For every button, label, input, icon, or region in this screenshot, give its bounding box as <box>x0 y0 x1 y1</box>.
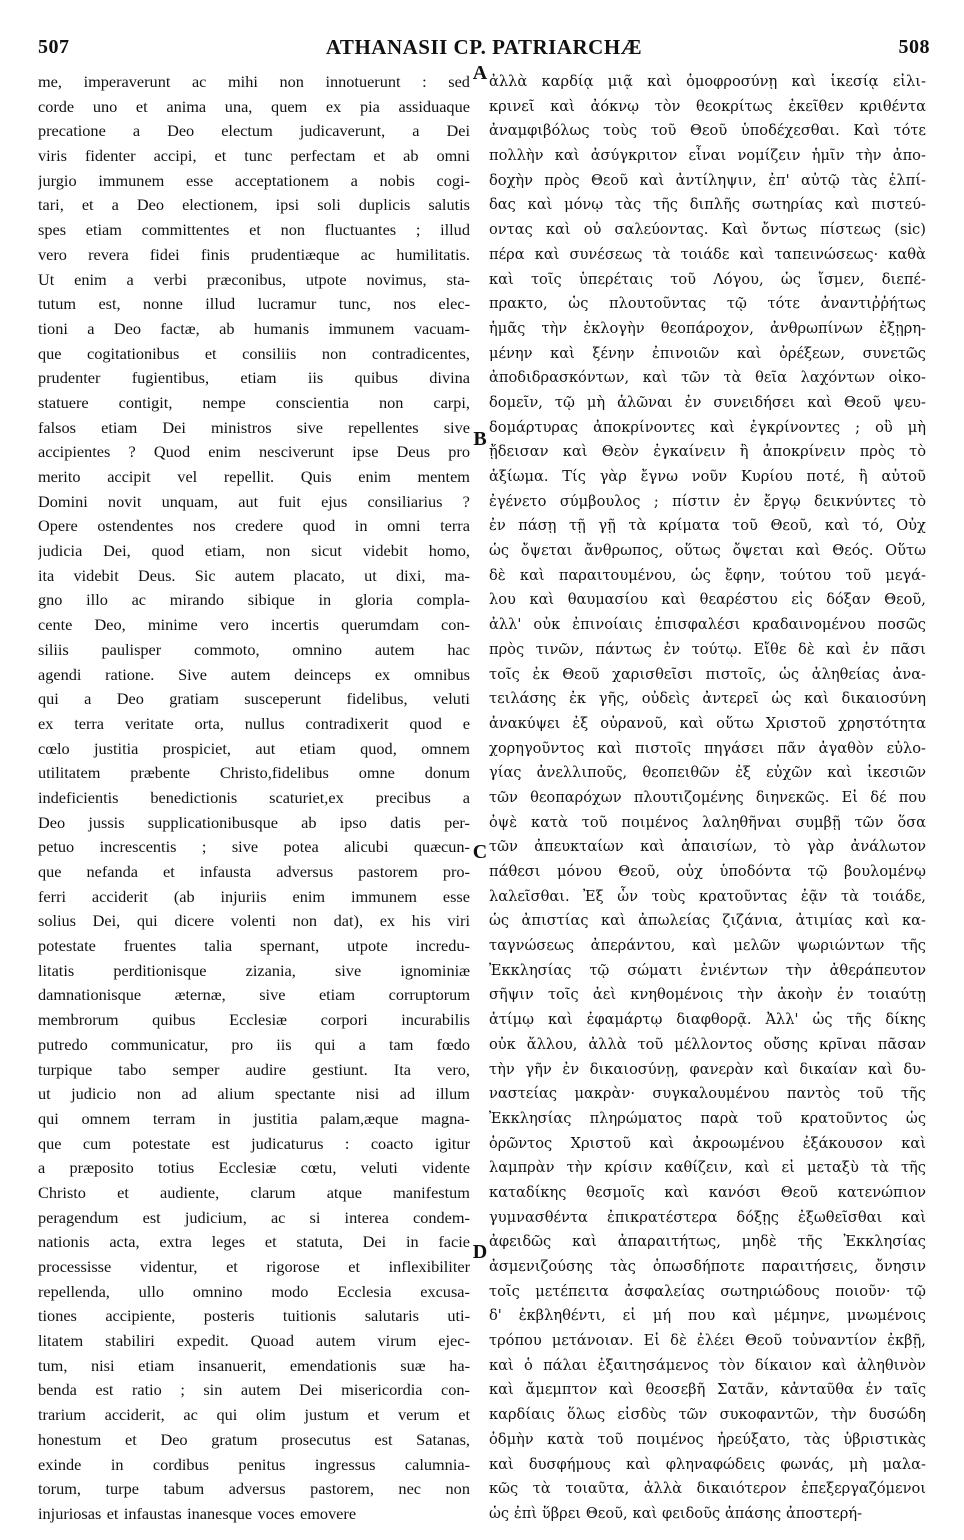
greek-text-line: ἀνακύψει ἐξ οὐρανοῦ, καὶ οὕτω Χριστοῦ χρηστότητα <box>489 714 926 732</box>
latin-text-line: spes etiam committentes et non fluctuantes ; illud <box>38 220 470 240</box>
latin-text-line: turpique tabo semper audire gestiunt. Ita vero, <box>38 1059 470 1079</box>
greek-text-line: πρακτο, ὡς πλουτοῦντας τῷ τότε ἀναντιῤῥήτως <box>489 295 926 313</box>
latin-text-line: judicia Dei, quod etiam, non sicut videbit homo, <box>38 541 470 561</box>
latin-text-line: que nefanda et infausta adversus pastorem pro- <box>38 862 470 881</box>
latin-text-line: tioni a Deo factæ, ab humanis immunem vacuam- <box>38 318 470 338</box>
greek-text-line: χορηγοῦντος καὶ πιστοῖς πηγάσει πᾶν ἀγαθὸν εὐλο- <box>489 739 926 757</box>
latin-text-line: peragendum est judicium, ac si interea condem- <box>38 1207 470 1227</box>
greek-text-line: ὡς ἀπιστίας καὶ ἀπωλείας ζιζάνια, ἀτιμίας καὶ κα- <box>489 912 926 930</box>
greek-text-line: ἡμᾶς τὴν ἐκλογὴν θεοπάροχον, ἀνθρωπίνων ἐξῃρη- <box>489 319 926 337</box>
running-header <box>38 34 930 60</box>
latin-text-line: putredo communicatur, pro iis qui a tam fœdo <box>38 1034 470 1054</box>
latin-text-line: benda est ratio ; sin autem Dei misericordia con- <box>38 1380 470 1400</box>
latin-text-line: siliis paulisper commoto, omnino autem hac <box>38 639 470 659</box>
greek-text-line: ἀλλ' οὐκ ἐπινοίαις ἐπισφαλέσι κραδαινομένου ποσῶς <box>489 616 926 634</box>
latin-text-line: utilitatem præbente Christo,fidelibus omne donum <box>38 763 470 783</box>
latin-text-line: me, imperaverunt ac mihi non innotuerunt : sed <box>38 72 470 91</box>
latin-text-line: ex terra veritate orta, nullus contradixerit quod e <box>38 713 470 733</box>
greek-text-line: ἀναμφιβόλως τοὺς τοῦ Θεοῦ ὑποδέχεσθαι. Καὶ τότε <box>489 122 926 140</box>
section-marker-c: C <box>472 841 488 863</box>
greek-text-line: καὶ ὁ πάλαι ἐξαιτησάμενος τὸν δίκαιον καὶ ἀληθινὸν <box>489 1356 926 1374</box>
latin-column <box>38 70 470 1527</box>
latin-text-line: petuo increscentis ; sive potea alicubi quæcun- <box>38 837 470 857</box>
latin-text-line: solius Dei, qui dicere volenti non dat), ex his viri <box>38 911 470 931</box>
latin-text-line: precatione a Deo electum judicaverunt, a Dei <box>38 121 470 141</box>
greek-text-line: οντας καὶ οὐ σαλεύοντας. Καὶ ὄντως πίστεως (sic) <box>489 221 926 239</box>
greek-text-line: ἀποδιδρασκόντων, καὶ τῶν τὰ θεῖα λαχόντων οἰκο- <box>489 369 926 387</box>
greek-text-line: δ' ἐκβληθέντι, εἰ μή που καὶ μέμηνε, μνωμένοις <box>489 1307 926 1325</box>
greek-text-line: γυμνασθέντα ἐπικρατέστερα δόξῃς ἐξωθεῖσθαι καὶ <box>489 1208 926 1226</box>
greek-text-line: τὴν γῆν ἐν δικαιοσύνῃ, φανερὰν καὶ δικαίαν καὶ δυ- <box>489 1060 926 1078</box>
latin-text-line: tari, et a Deo electionem, ipsi soli duplicis salutis <box>38 195 470 215</box>
latin-text-line: tiones accipiente, posteris tuitionis salutaris uti- <box>38 1306 470 1326</box>
latin-text-line: ita videbit Deus. Sic autem placato, ut dixi, ma- <box>38 565 470 585</box>
latin-text-line: cœlo justitia prospiciet, aut etiam quod, omnem <box>38 738 470 758</box>
latin-text-line: vero revera fidei finis prudentiæque ac humilitatis. <box>38 244 470 264</box>
greek-text-line: ταγνώσεως ἀπεράντου, καὶ μελῶν ψωριώντων τῆς <box>489 937 926 955</box>
greek-text-line: καὶ τοῖς ὑπερέταις τοῦ Λόγου, ὡς ἴσμεν, διεπέ- <box>489 270 926 288</box>
latin-text-line: Ut enim a verbi præconibus, utpote novimus, sta- <box>38 269 470 289</box>
greek-text-line: ἐγένετο σύμβουλος ; πίστιν ἐν ἔργῳ δεικνύντες τὸ <box>489 492 926 510</box>
greek-text-line: δομεῖν, τῷ μὴ ἁλῶναι ἐν συνειδήσει καὶ Θεοῦ ψευ- <box>489 393 926 411</box>
greek-text-line: ἀτίμῳ καὶ ἐφαμάρτῳ διαφθορᾷ. Ἀλλ' ὡς τῆς δίκης <box>489 1011 926 1029</box>
latin-text-line: agendi ratione. Sive autem deinceps ex omnibus <box>38 664 470 684</box>
greek-text-line: μένην καὶ ξένην ἐπινοιῶν καὶ ὀρέξεων, συνετῶς <box>489 344 926 362</box>
greek-text-line: δὲ καὶ παραιτουμένου, ὡς ἔφην, τούτου τοῦ μεγά- <box>489 566 926 584</box>
greek-text-line: καὶ δυσφήμους καὶ φληναφώδεις φωνάς, μὴ μαλα- <box>489 1455 926 1473</box>
latin-text-line: torum, turpe tabum adversus pastorem, nec non <box>38 1479 470 1499</box>
latin-text-line: honestum et Deo gratum prosecutus est Satanas, <box>38 1429 470 1449</box>
greek-text-line: καρδίαις ὅλως εἰσδὺς τῶν συκοφαντῶν, τὴν δυσώδη <box>489 1406 926 1424</box>
latin-text-line: viris fidenter accipi, et tunc perfectam et ab omni <box>38 146 470 166</box>
latin-text-line: litatis perditionisque zizania, sive ignominiæ <box>38 960 470 980</box>
greek-text-line: κρινεῖ καὶ ἀόκνῳ τὸν θεοκρίτως ἐκεῖθεν κριθέντα <box>489 97 926 115</box>
latin-text-line: Christo et audiente, clarum atque manifestum <box>38 1182 470 1202</box>
latin-text-line: que cum potestate est judicaturus : coacto igitur <box>38 1133 470 1153</box>
greek-text-line: λαμπρὰν τὴν κρίσιν καθίζειν, καὶ εἰ μεταξὺ τὰ τῆς <box>489 1159 926 1177</box>
latin-text-line: tum, nisi etiam insanuerit, emendationis suæ ha- <box>38 1355 470 1375</box>
greek-text-line: πάθεσι μόνου Θεοῦ, οὐχ ὑποδόντα τῷ βουλομένῳ <box>489 863 926 880</box>
greek-text-line: καὶ ἄμεμπτον καὶ θεοσεβῆ Σατᾶν, κἀνταῦθα ἐν ταῖς <box>489 1381 926 1399</box>
latin-text-line: falsos etiam Dei ministros sive repellentes sive <box>38 417 470 437</box>
running-title: ATHANASII CP. PATRIARCHÆ <box>325 34 643 59</box>
greek-text-line: καταδίκης θεσμοῖς καὶ κανόσι Θεοῦ κατενώπιον <box>489 1183 926 1201</box>
greek-text-line: ἐν πάσῃ τῇ γῇ τὰ κρίματα τοῦ Θεοῦ, καὶ τό, Οὐχ <box>489 517 926 535</box>
latin-text-line: tutum est, nonne illud lucramur tunc, nos elec- <box>38 294 470 314</box>
greek-text-line: πέρα καὶ συνέσεως τὰ τοιάδε καὶ ταπεινώσεως· καθὰ <box>489 245 926 263</box>
latin-text-line: prudenter fugientibus, etiam iis quibus divina <box>38 368 470 388</box>
section-marker-b: B <box>473 428 487 450</box>
latin-text-line: corde uno et anima una, quem ex pia assiduaque <box>38 96 470 116</box>
greek-text-line: σῆψιν τοῖς ἀεὶ κνηθομένοις τὴν ἀκοὴν ἐν τοιαύτῃ <box>489 986 926 1004</box>
greek-text-line: κῶς τὰ τοιαῦτα, ἀλλὰ δικαιότερον ἐπεξεργαζόμενοι <box>489 1480 926 1498</box>
section-marker-a: A <box>472 62 488 84</box>
latin-text-line: accipientes ? Quod enim nesciverunt ipse Deus pro <box>38 442 470 462</box>
greek-text-line: τοῖς μετέπειτα ἀσφαλείας σωτηριώδους ποιοῦν· τῷ <box>489 1282 926 1300</box>
greek-text-line: τῶν ἀπευκταίων καὶ ἀπαισίων, τὸ γὰρ ἀνάλωτον <box>489 838 926 856</box>
latin-text-line: repellenda, ullo omnino modo Ecclesia excusa- <box>38 1281 470 1301</box>
latin-text-line: jurgio immunem esse acceptationem a nobis cogi- <box>38 170 470 190</box>
greek-text-line: ὁρῶντος Χριστοῦ καὶ ἀκροωμένου ἐξάκουσον καὶ <box>489 1134 926 1152</box>
greek-text-line: δοχὴν πρὸς Θεοῦ καὶ ἀντίληψιν, ἐπ' αὐτῷ τὰς ἐλπί- <box>489 171 926 189</box>
greek-text-line: ὀψὲ κατὰ τοῦ ποιμένος λαληθῆναι συμβῇ τῶν ὅσα <box>489 813 926 831</box>
greek-text-line: γίας ἀνελλιποῦς, θεοπειθῶν ἐξ εὐχῶν καὶ ἱκεσιῶν <box>489 764 926 782</box>
latin-text-line: membrorum quibus Ecclesiæ corpori incurabilis <box>38 1010 470 1030</box>
latin-text-line: ut judicio non ad alium spectante nisi ad illum <box>38 1084 470 1104</box>
greek-text-line: πολλὴν καὶ ἀσύγκριτον εἶναι νομίζειν ἡμῖν τὴν ἀπο- <box>489 147 926 165</box>
latin-text-line: a præposito totius Ecclesiæ cœtu, veluti vidente <box>38 1158 470 1178</box>
greek-text-line: ἀξίωμα. Τίς γὰρ ἔγνω νοῦν Κυρίου ποτέ, ἢ αὐτοῦ <box>489 468 926 485</box>
greek-text-line: ναστείας μακρὰν· συγκαλουμένου παντὸς τοῦ τῆς <box>489 1085 926 1103</box>
latin-text-line: que cogitationibus et consiliis non contradicentes, <box>38 343 470 363</box>
greek-text-line: δομάρτυρας ἀποκρίνοντες καὶ ἐγκρίνοντες ; οὓ μὴ <box>489 418 926 436</box>
greek-text-line: τοῖς ἐκ Θεοῦ χαρισθεῖσι πιστοῖς, ὡς ἀληθείας ἀνα- <box>489 665 926 683</box>
page-number-right: 508 <box>898 35 930 58</box>
latin-text-line: Domini novit unquam, aut fuit ejus consiliarius ? <box>38 491 470 511</box>
greek-text-line: Ἐκκλησίας τῷ σώματι ἐνιέντων τὴν ἀθεράπευτον <box>489 961 926 979</box>
greek-text-line: τῶν θεοπαρόχων πλουτιζομένης διηνεκῶς. Εἰ δέ που <box>489 788 926 806</box>
page-number-left: 507 <box>38 35 70 58</box>
latin-text-line: qui a Deo gratiam susceperunt fidelibus, veluti <box>38 689 470 709</box>
greek-text-line: ὡς ὄψεται ἄνθρωπος, οὕτως ὄψεται καὶ Θεός. Οὕτω <box>489 542 926 560</box>
latin-text-line: qui omnem terram in justitia palam,æque magna- <box>38 1108 470 1128</box>
section-marker-d: D <box>472 1241 488 1263</box>
latin-text-line: nationis acta, extra leges et statuta, Dei in facie <box>38 1232 470 1252</box>
greek-text-line: οὐκ ἄλλου, ἀλλὰ τοῦ μέλλοντος οὔσης κρῖναι πᾶσαν <box>489 1035 926 1053</box>
latin-text-line: Opere ostendentes nos credere quod in omni terra <box>38 516 470 536</box>
greek-text-line: ἀσμενιζούσης τὰς ὁπωσδήποτε παραιτήσεις, ὄνησιν <box>489 1258 926 1275</box>
greek-text-line: ὡς ἐπὶ ὕβρει Θεοῦ, καὶ φειδοῦς ἁπάσης ἀποστερή- <box>489 1504 863 1522</box>
greek-text-line: πρὸς τινῶν, πάντως ἐν τούτῳ. Εἴθε δὲ καὶ ἐν πᾶσι <box>489 640 926 658</box>
latin-text-line: statuere contigit, nempe conscientia non carpi, <box>38 392 470 412</box>
greek-text-line: ἀφειδῶς καὶ ἀπαραιτήτως, μηδὲ τῆς Ἐκκλησίας <box>489 1233 926 1251</box>
greek-text-line: τειλάσης ἐκ γῆς, οὐδεὶς ἀντερεῖ ὡς καὶ δικαιοσύνη <box>489 690 926 708</box>
latin-text-line: potestate fruentes talia spernant, utpote incredu- <box>38 936 470 956</box>
latin-text-line: damnationisque æternæ, sive etiam corruptorum <box>38 985 470 1005</box>
latin-text-line: ferri acciderit (ab injuriis enim immunem esse <box>38 886 470 906</box>
greek-column <box>489 70 926 1527</box>
greek-text-line: Ἐκκλησίας πληρώματος παρὰ τοῦ κρατοῦντος ὡς <box>489 1109 926 1127</box>
latin-text-line: trarium acciderit, ac qui olim justum et verum et <box>38 1405 470 1425</box>
latin-text-line: processisse videntur, et rigorose et inflexibiliter <box>38 1257 470 1276</box>
latin-text-line: injuriosas et infaustas inanesque voces emovere <box>38 1503 357 1523</box>
greek-text-line: ἀλλὰ καρδίᾳ μιᾷ καὶ ὁμοφροσύνῃ καὶ ἱκεσίᾳ εἰλι- <box>489 73 926 90</box>
latin-text-line: Deo jussis supplicationibusque ab ipso datis per- <box>38 812 470 832</box>
latin-text-line: litatem stabiliri expedit. Quoad autem virum ejec- <box>38 1331 470 1351</box>
latin-text-line: indeficientis benedictionis scaturiet,ex precibus a <box>38 787 470 807</box>
greek-text-line: λαλεῖσθαι. Ἐξ ὧν τοὺς κρατοῦντας ἐᾷν τὰ τοιάδε, <box>489 887 926 905</box>
greek-text-line: λου καὶ θαυμασίου καὶ θεαρέστου εἰς δόξαν Θεοῦ, <box>489 591 926 609</box>
latin-text-line: gno illo ac mirando sibique in gloria compla- <box>38 590 470 610</box>
greek-text-line: ᾔδεισαν καὶ Θεὸν ἐγκαίνειν ἢ ἀποκρίνειν πρὸς τὸ <box>489 443 926 461</box>
latin-text-line: exinde in cordibus penitus ingressus calumnia- <box>38 1454 470 1474</box>
latin-text-line: merito accipit vel repellit. Quis enim mentem <box>38 467 470 486</box>
greek-text-line: ὀδμὴν κατὰ τοῦ ποιμένος ἠρεύξατο, τὰς ὑβριστικὰς <box>489 1430 926 1448</box>
latin-text-line: cente Deo, minime vero incertis querumdam con- <box>38 615 470 635</box>
greek-text-line: τρόπου μετάνοιαν. Εἰ δὲ ἐλέει Θεοῦ τοὐναντίον ἐκβῇ, <box>489 1332 926 1350</box>
greek-text-line: δας καὶ μόνῳ τὰς τῆς διπλῆς σωτηρίας καὶ πιστεύ- <box>489 196 926 214</box>
